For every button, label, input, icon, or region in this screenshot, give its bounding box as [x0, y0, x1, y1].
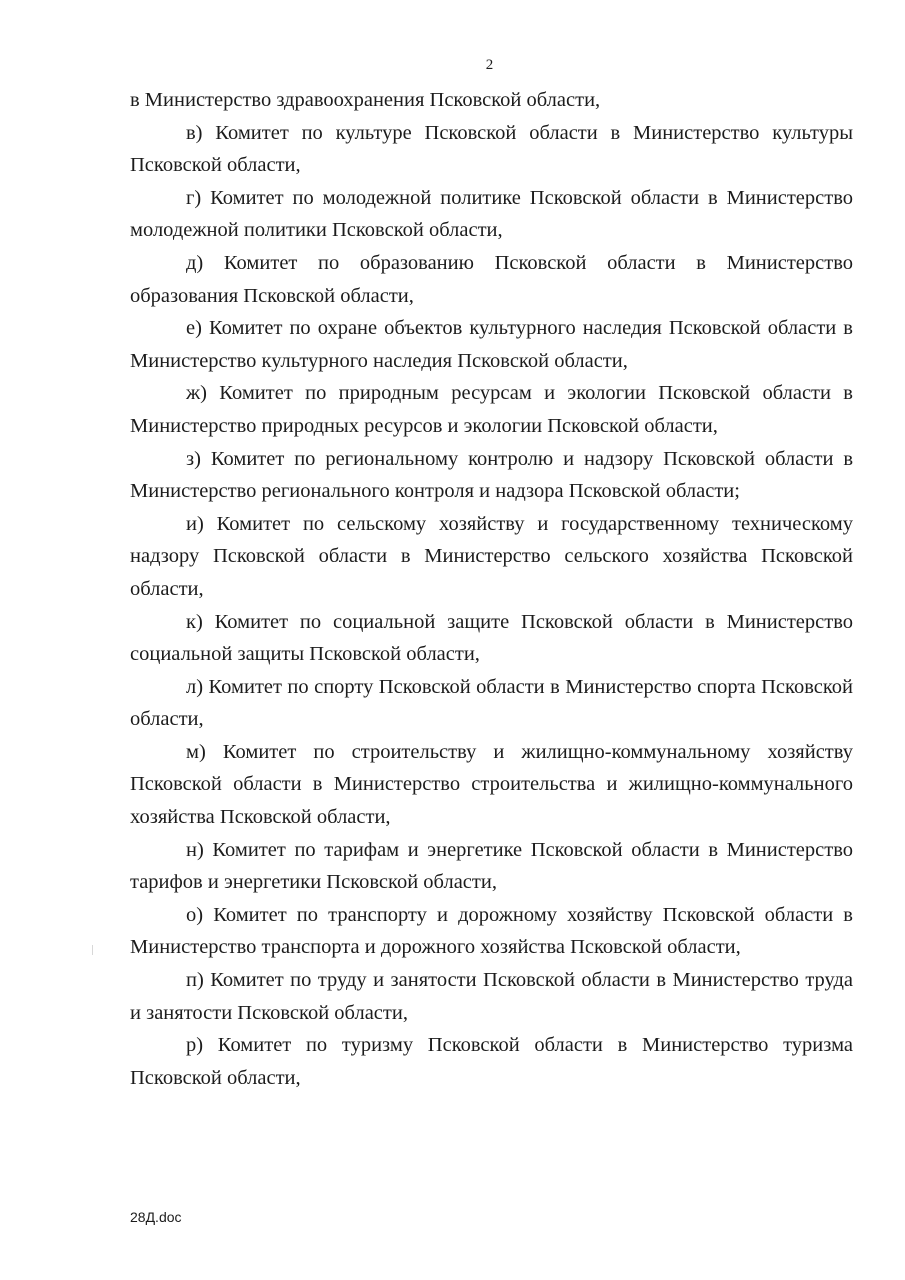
paragraph: к) Комитет по социальной защите Псковской области в Министерство социальной защиты Псковской области, [130, 610, 853, 666]
paragraph: е) Комитет по охране объектов культурного наследия Псковской области в Министерство культурного наследия Псковской области, [130, 317, 853, 372]
paragraph: в) Комитет по культуре Псковской области в Министерство культуры Псковской области, [130, 121, 853, 177]
page-number: 2 [485, 57, 494, 73]
document-body [130, 84, 853, 1094]
paragraph: л) Комитет по спорту Псковской области в Министерство спорта Псковской области, [130, 675, 853, 731]
paragraph: н) Комитет по тарифам и энергетике Псковской области в Министерство тарифов и энергетики Псковской области, [130, 838, 853, 894]
paragraph: и) Комитет по сельскому хозяйству и государственному техническому надзору Псковской области в Министерство сельского хозяйства Псковской области, [130, 512, 853, 600]
scan-artifact [92, 945, 93, 955]
file-name-footer: 28Д.doc [130, 1209, 182, 1225]
paragraph: м) Комитет по строительству и жилищно-коммунальному хозяйству Псковской области в Министерство строительства и жилищно-коммунального хозяйства Псковской области, [130, 740, 853, 829]
paragraph: п) Комитет по труду и занятости Псковской области в Министерство труда и занятости Псковской области, [130, 969, 853, 1024]
paragraph: о) Комитет по транспорту и дорожному хозяйству Псковской области в Министерство транспорта и дорожного хозяйства Псковской области, [130, 903, 853, 959]
paragraph: в Министерство здравоохранения Псковской области, [130, 89, 601, 111]
paragraph: ж) Комитет по природным ресурсам и экологии Псковской области в Министерство природных ресурсов и экологии Псковской области, [130, 382, 853, 437]
paragraph: з) Комитет по региональному контролю и надзору Псковской области в Министерство регионального контроля и надзора Псковской области; [130, 447, 853, 503]
paragraph: д) Комитет по образованию Псковской области в Министерство образования Псковской области, [130, 251, 853, 307]
paragraph: г) Комитет по молодежной политике Псковской области в Министерство молодежной политики Псковской области, [130, 186, 853, 242]
paragraph: р) Комитет по туризму Псковской области в Министерство туризма Псковской области, [130, 1034, 853, 1089]
